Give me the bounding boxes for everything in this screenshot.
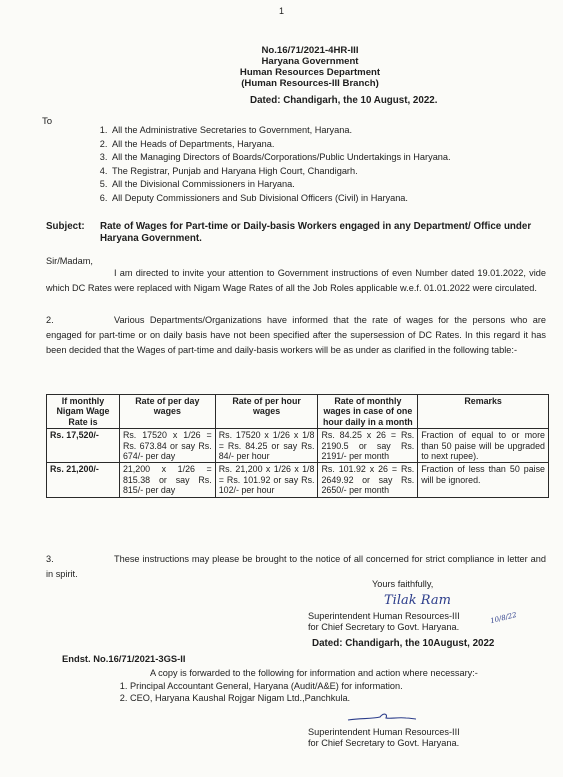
table-cell-per-hour: Rs. 17520 x 1/26 x 1/8 = Rs. 84.25 or say Rs. 84/- per hour [215,429,318,463]
subject-label: Subject: [46,221,85,232]
paragraph-3-number: 3. [46,554,54,564]
department-name: Human Resources Department [239,67,381,78]
table-cell-per-day: Rs. 17520 x 1/26 = Rs. 673.84 or say Rs. 674/- per day [119,429,215,463]
forward-list [98,681,403,705]
memo-number: No.16/71/2021-4HR-III [261,45,359,56]
forward-item: 2. CEO, Haryana Kaushal Rojgar Nigam Ltd.,Panchkula. [130,693,403,705]
table-header: If monthly Nigam Wage Rate is [47,395,120,429]
signature-date: 10/8/22 [489,610,518,626]
table-cell-monthly: Rs. 101.92 x 26 = Rs. 2649.92 or say Rs. 2650/- per month [318,463,418,497]
paragraph-2-number: 2. [46,315,54,325]
branch-name: (Human Resources-III Branch) [241,78,379,89]
salutation: Sir/Madam, [46,256,93,266]
recipient-item: 5. All the Divisional Commissioners in Haryana. [110,178,451,192]
table-cell-rate: Rs. 17,520/- [47,429,120,463]
table-row [47,463,549,497]
designation-line-2: for Chief Secretary to Govt. Haryana. [308,622,460,632]
recipient-item: 1. All the Administrative Secretaries to Government, Haryana. [110,124,451,138]
recipient-item: 2. All the Heads of Departments, Haryana. [110,138,451,152]
paragraph-3-text: These instructions may please be brought to the notice of all concerned for strict compliance in letter and in spirit. [46,554,546,580]
forward-text: A copy is forwarded to the following for information and action where necessary:- [150,668,478,678]
handwritten-signature: Tilak Ram [384,593,451,608]
recipient-item: 4. The Registrar, Punjab and Haryana High Court, Chandigarh. [110,165,451,179]
government-name: Haryana Government [261,56,359,67]
table-cell-rate: Rs. 21,200/- [47,463,120,497]
recipient-item: 6. All Deputy Commissioners and Sub Divisional Officers (Civil) in Haryana. [110,192,451,206]
wage-rate-table [46,394,549,498]
endorsement-number: Endst. No.16/71/2021-3GS-II [62,653,186,664]
designation-line-1: Superintendent Human Resources-III [308,611,460,621]
paragraph-2 [46,313,546,359]
designation2-line-2: for Chief Secretary to Govt. Haryana. [308,738,460,748]
table-cell-remarks: Fraction of equal to or more than 50 paise will be upgraded to next rupee). [418,429,549,463]
table-cell-per-hour: Rs. 21,200 x 1/26 x 1/8 = Rs. 101.92 or say Rs. 102/- per hour [215,463,318,497]
endorsement-dated: Dated: Chandigarh, the 10August, 2022 [312,638,495,649]
designation2-line-1: Superintendent Human Resources-III [308,727,460,737]
table-header-row [47,395,549,429]
table-cell-remarks: Fraction of less than 50 paise will be ignored. [418,463,549,497]
closing: Yours faithfully, [372,579,434,589]
subject-text: Rate of Wages for Part-time or Daily-basis Workers engaged in any Department/ Office under Haryana Government. [100,221,532,244]
table-header: Rate of per hour wages [215,395,318,429]
paragraph-2-text: Various Departments/Organizations have informed that the rate of wages for the persons who are engaged for part-time or on daily basis have not been specified after the supersession of DC Rates. In this regard it has been decided that the Wages of part-time and daily-basis workers will be as under as clarified in the following table:- [46,315,546,356]
paragraph-1: I am directed to invite your attention to Government instructions of even Number dated 19.01.2022, vide which DC Rates were replaced with Nigam Wage Rates of all the Job Roles applicable w.e.f. 01.01.2022 were circulated. [46,268,546,294]
signature-mark-icon [346,710,418,724]
recipient-item: 3. All the Managing Directors of Boards/Corporations/Public Undertakings in Haryana. [110,151,451,165]
forward-item: 1. Principal Accountant General, Haryana (Audit/A&E) for information. [130,681,403,693]
table-cell-per-day: 21,200 x 1/26 = 815.38 or say Rs. 815/- per day [119,463,215,497]
recipient-list [96,124,451,206]
table-row [47,429,549,463]
page-number: 1 [278,6,284,16]
dated-line: Dated: Chandigarh, the 10 August, 2022. [250,95,438,106]
to-label: To [42,116,53,127]
table-header: Rate of monthly wages in case of one hour daily in a month [318,395,418,429]
paragraph-3 [46,552,546,582]
table-header: Remarks [418,395,549,429]
table-cell-monthly: Rs. 84.25 x 26 = Rs. 2190.5 or say Rs. 2191/- per month [318,429,418,463]
table-header: Rate of per day wages [119,395,215,429]
